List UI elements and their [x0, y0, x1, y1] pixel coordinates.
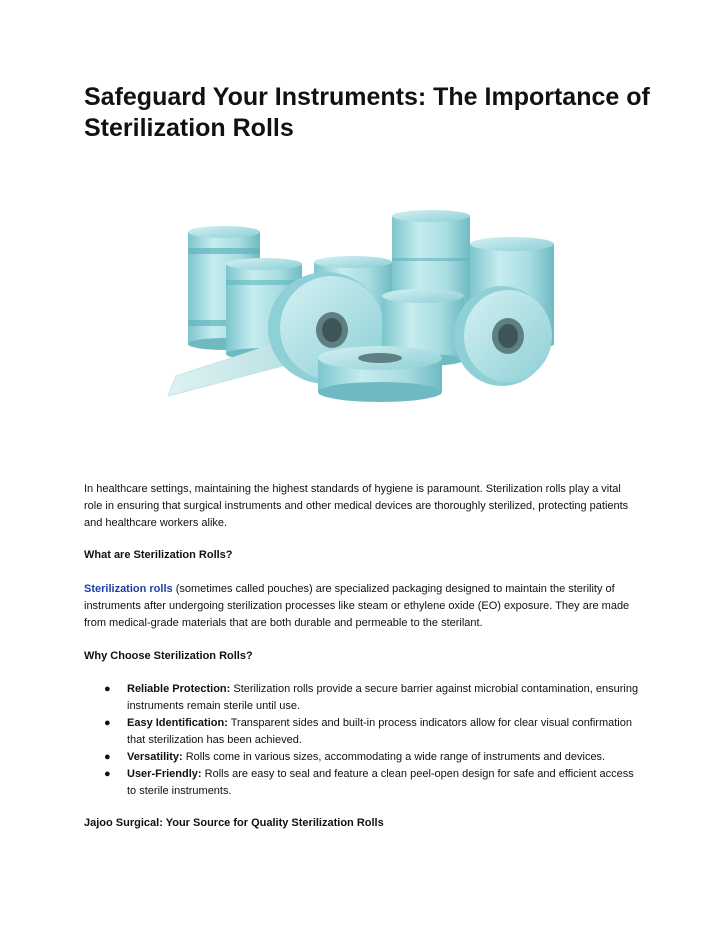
- benefit-label: Easy Identification:: [127, 717, 228, 729]
- benefit-text: Rolls are easy to seal and feature a clean peel-open design for safe and efficient access to sterile instruments.: [127, 768, 634, 797]
- bullet-icon: ●: [104, 683, 111, 695]
- benefit-text: Rolls come in various sizes, accommodating a wide range of instruments and devices.: [182, 751, 606, 763]
- benefit-text: Transparent sides and built-in process indicators allow for clear visual confirmation that sterilization has been achieved.: [127, 717, 632, 746]
- list-item: [84, 681, 640, 715]
- benefit-label: User-Friendly:: [127, 768, 202, 780]
- benefits-list: [84, 681, 640, 800]
- intro-paragraph: In healthcare settings, maintaining the highest standards of hygiene is paramount. Sterilization rolls play a vital role in ensuring that surgical instruments and other medical devices are thoroughly sterilized, protecting patients and healthcare workers alike.: [84, 483, 629, 529]
- definition-text: (sometimes called pouches) are specialized packaging designed to maintain the sterility of instruments after undergoing sterilization processes like steam or ethylene oxide (EO) exposure. They are made from medical-grade materials that are both durable and permeable to the sterilant.: [84, 583, 630, 629]
- bullet-icon: ●: [104, 751, 111, 763]
- roll-flat-front: [318, 346, 442, 402]
- section-heading-why: Why Choose Sterilization Rolls?: [84, 650, 253, 662]
- list-item: [84, 715, 640, 749]
- page-title: Safeguard Your Instruments: The Importance of Sterilization Rolls: [84, 83, 650, 142]
- benefit-label: Versatility:: [127, 751, 183, 763]
- section-heading-source: Jajoo Surgical: Your Source for Quality Sterilization Rolls: [84, 817, 384, 829]
- sterilization-rolls-image: [164, 198, 564, 418]
- sterilization-rolls-link[interactable]: Sterilization rolls: [84, 583, 173, 595]
- list-item: [84, 749, 640, 766]
- bullet-icon: ●: [104, 717, 111, 729]
- benefit-label: Reliable Protection:: [127, 683, 231, 695]
- definition-paragraph: [84, 581, 640, 632]
- bullet-icon: ●: [104, 768, 111, 780]
- benefit-text: Sterilization rolls provide a secure barrier against microbial contamination, ensuring instruments remain sterile until use.: [127, 683, 639, 712]
- list-item: [84, 766, 640, 800]
- section-heading-what: What are Sterilization Rolls?: [84, 549, 233, 561]
